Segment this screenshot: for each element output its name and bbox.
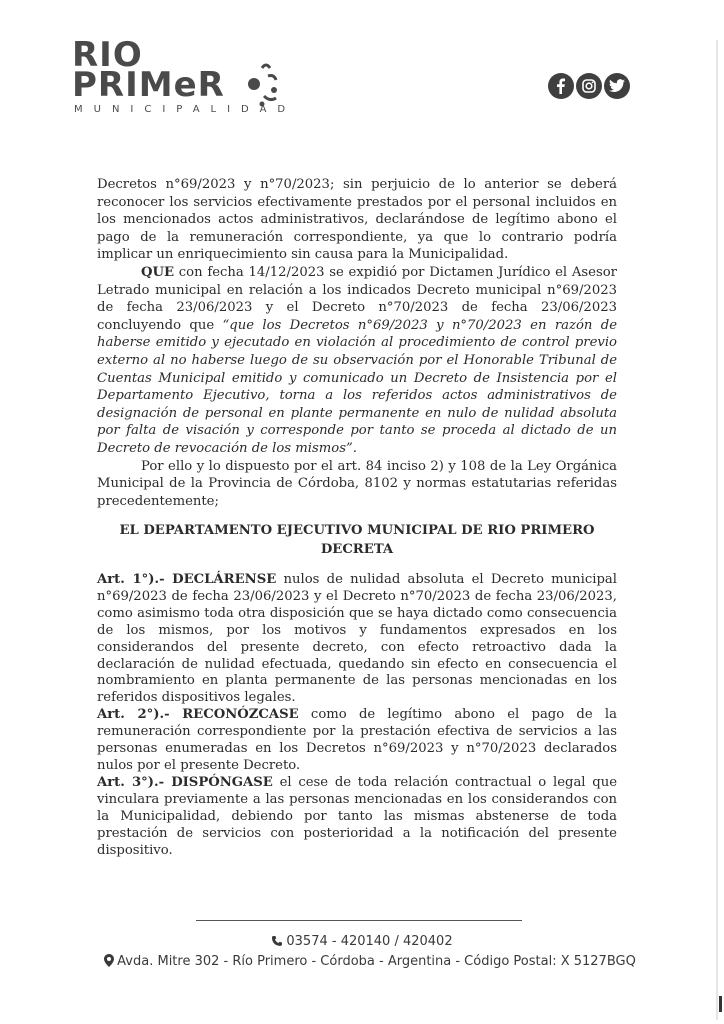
decree-heading — [97, 521, 617, 559]
facebook-icon[interactable] — [548, 73, 574, 99]
heading-line-2: DECRETA — [320, 542, 394, 557]
article-2 — [97, 707, 617, 775]
municipality-logo — [72, 35, 297, 118]
considerandos-text — [97, 176, 617, 510]
paragraph-1: Decretos n°69/2023 y n°70/2023; sin perjuicio de lo anterior se deberá reconocer los servicios efectivamente prestados por el personal incluidos en los mencionados actos administrativos, declarándose de legítimo abono el pago de la remuneración correspondiente, ya que lo contrario podría implicar un enriquecimiento sin causa para la Municipalidad. — [97, 177, 617, 263]
article-3 — [97, 775, 617, 860]
article-3-label: Art. 3°).- DISPÓNGASE — [97, 774, 273, 790]
footer-phone — [0, 934, 724, 949]
article-1-label: Art. 1°).- DECLÁRENSE — [97, 572, 277, 587]
location-pin-icon — [104, 954, 114, 967]
article-3-text: el cese de toda relación contractual o legal que vinculara previamente a las personas mencionadas en los considerandos con la Municipalidad, debiendo por tanto las mismas abstenerse de toda prestación de servicios con posterioridad a la notificación del presente dispositivo. — [97, 774, 617, 858]
footer-divider — [196, 920, 522, 921]
logo-mark-icon — [244, 60, 284, 110]
decree-articles — [97, 572, 617, 859]
footer-address — [50, 954, 690, 969]
paragraph-2-text: con fecha 14/12/2023 se expidió por Dictamen Jurídico el Asesor Letrado municipal en relación a los indicados Decreto municipal n°69/2023 de fecha 23/06/2023 y el Decreto n°70/2023 de fecha 23/06/2023 concluyendo que — [97, 264, 617, 333]
paragraph-3: Por ello y lo dispuesto por el art. 84 inciso 2) y 108 de la Ley Orgánica Municipal de la Provincia de Córdoba, 8102 y normas estatutarias referidas precedentemente; — [97, 458, 617, 509]
article-2-text: como de legítimo abono el pago de la remuneración correspondiente por la prestación efectiva de servicios a las personas enumeradas en los Decretos n°69/2023 y n°70/2023 declarados nulos por el presente Decreto. — [97, 707, 617, 773]
page-edge-shadow — [716, 40, 718, 1020]
social-icons — [548, 73, 630, 99]
paragraph-2-lead: QUE — [141, 264, 175, 280]
article-1 — [97, 572, 617, 707]
legal-opinion-quote: “que los Decretos n°69/2023 y n°70/2023 en razón de haberse emitido y ejecutado en violación al procedimiento de control previo externo al no haberse luego de su observación por el Honorable Tribunal de Cuentas Municipal emitido y comunicado un Decreto de Insistencia por el Departamento Ejecutivo, torna a los referidos actos administrativos de designación de personal en plante permanente en nulo de nulidad absoluta por falta de visación y corresponde por tanto se proceda al dictado de un Decreto de revocación de los mismos”. — [97, 317, 617, 456]
instagram-icon[interactable] — [576, 73, 602, 99]
logo-subtitle: MUNICIPALIDAD — [74, 104, 297, 115]
paragraph-2 — [97, 264, 617, 458]
scan-margin-mark — [719, 996, 722, 1012]
logo-line-1: RIO — [72, 35, 143, 75]
phone-icon — [271, 935, 283, 947]
logo-line-2: PRIMeR — [72, 65, 225, 105]
heading-line-1: EL DEPARTAMENTO EJECUTIVO MUNICIPAL DE RIO PRIMERO — [119, 523, 595, 538]
footer-phone-text: 03574 - 420140 / 420402 — [286, 934, 453, 949]
twitter-icon[interactable] — [604, 73, 630, 99]
article-2-label: Art. 2°).- RECONÓZCASE — [97, 707, 299, 723]
footer-address-text: Avda. Mitre 302 - Río Primero - Córdoba - Argentina - Código Postal: X 5127BGQ — [117, 954, 636, 969]
article-1-text: nulos de nulidad absoluta el Decreto municipal n°69/2023 de fecha 23/06/2023 y el Decreto n°70/2023 de fecha 23/06/2023, como asimismo toda otra disposición que se haya dictado como consecuencia de los mismos, por los motivos y fundamentos expresados en los considerandos del presente decreto, con efecto retroactivo dada la declaración de nulidad efectuada, quedando sin efecto en consecuencia el nombramiento en planta permanente de las personas mencionadas en los referidos dispositivos legales. — [97, 572, 617, 706]
